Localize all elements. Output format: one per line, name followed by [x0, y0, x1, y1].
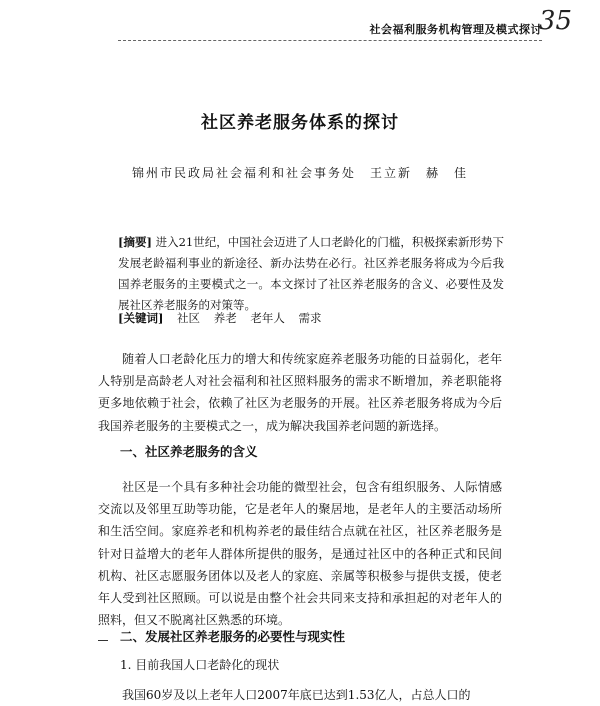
page-number-mark: 35 — [538, 6, 572, 36]
abstract-block — [118, 232, 504, 316]
subsection-1-heading: 1. 目前我国人口老龄化的现状 — [120, 658, 280, 672]
keywords-label: [关键词] — [118, 311, 164, 325]
section-1-paragraph: 社区是一个具有多种社会功能的微型社会，包含有组织服务、人际情感交流以及邻里互助等功能，它是老年人的聚居地，是老年人的主要活动场所和生活空间。家庭养老和机构养老的最佳结合点就在社区，社区养老服务是针对日益增大的老年人群体所提供的服务，是通过社区中的各种正式和民间机构、社区志愿服务团体以及老人的家庭、亲属等积极参与提供支援，使老年人受到社区照顾。可以说是由整个社会共同来支持和承担起的对老年人的照料，但又不脱离社区熟悉的环境。 — [98, 480, 502, 628]
keywords-text: 社区 养老 老年人 需求 — [177, 311, 322, 325]
running-title: 社会福利服务机构管理及模式探讨 — [369, 23, 542, 36]
abstract-label: [摘要] — [118, 235, 152, 249]
section-1-heading: 一、社区养老服务的含义 — [120, 444, 258, 459]
intro-paragraph: 随着人口老龄化压力的增大和传统家庭养老服务功能的日益弱化，老年人特别是高龄老人对社会福利和社区照料服务的需求不断增加，养老职能将更多地依赖于社会，依赖了社区为老服务的开展。社区养老服务将成为今后我国养老服务的主要模式之一，成为解决我国养老问题的新选择。 — [98, 352, 502, 433]
author-line: 锦州市民政局社会福利和社会事务处 王立新 赫 佳 — [131, 166, 468, 180]
subsection-1-paragraph: 我国60岁及以上老年人口2007年底已达到1.53亿人，占总人口的 — [122, 688, 471, 702]
keywords-block — [118, 308, 504, 328]
running-header — [118, 18, 542, 41]
article-title: 社区养老服务体系的探讨 — [201, 113, 399, 133]
divider — [98, 640, 108, 641]
section-2-heading: 二、发展社区养老服务的必要性与现实性 — [120, 629, 346, 644]
abstract-text: 进入21世纪，中国社会迈进了人口老龄化的门槛，积极探索新形势下发展老龄福利事业的新途径、新办法势在必行。社区养老服务将成为今后我国养老服务的主要模式之一。本文探讨了社区养老服务的含义、必要性及发展社区养老服务的对策等。 — [118, 235, 504, 312]
